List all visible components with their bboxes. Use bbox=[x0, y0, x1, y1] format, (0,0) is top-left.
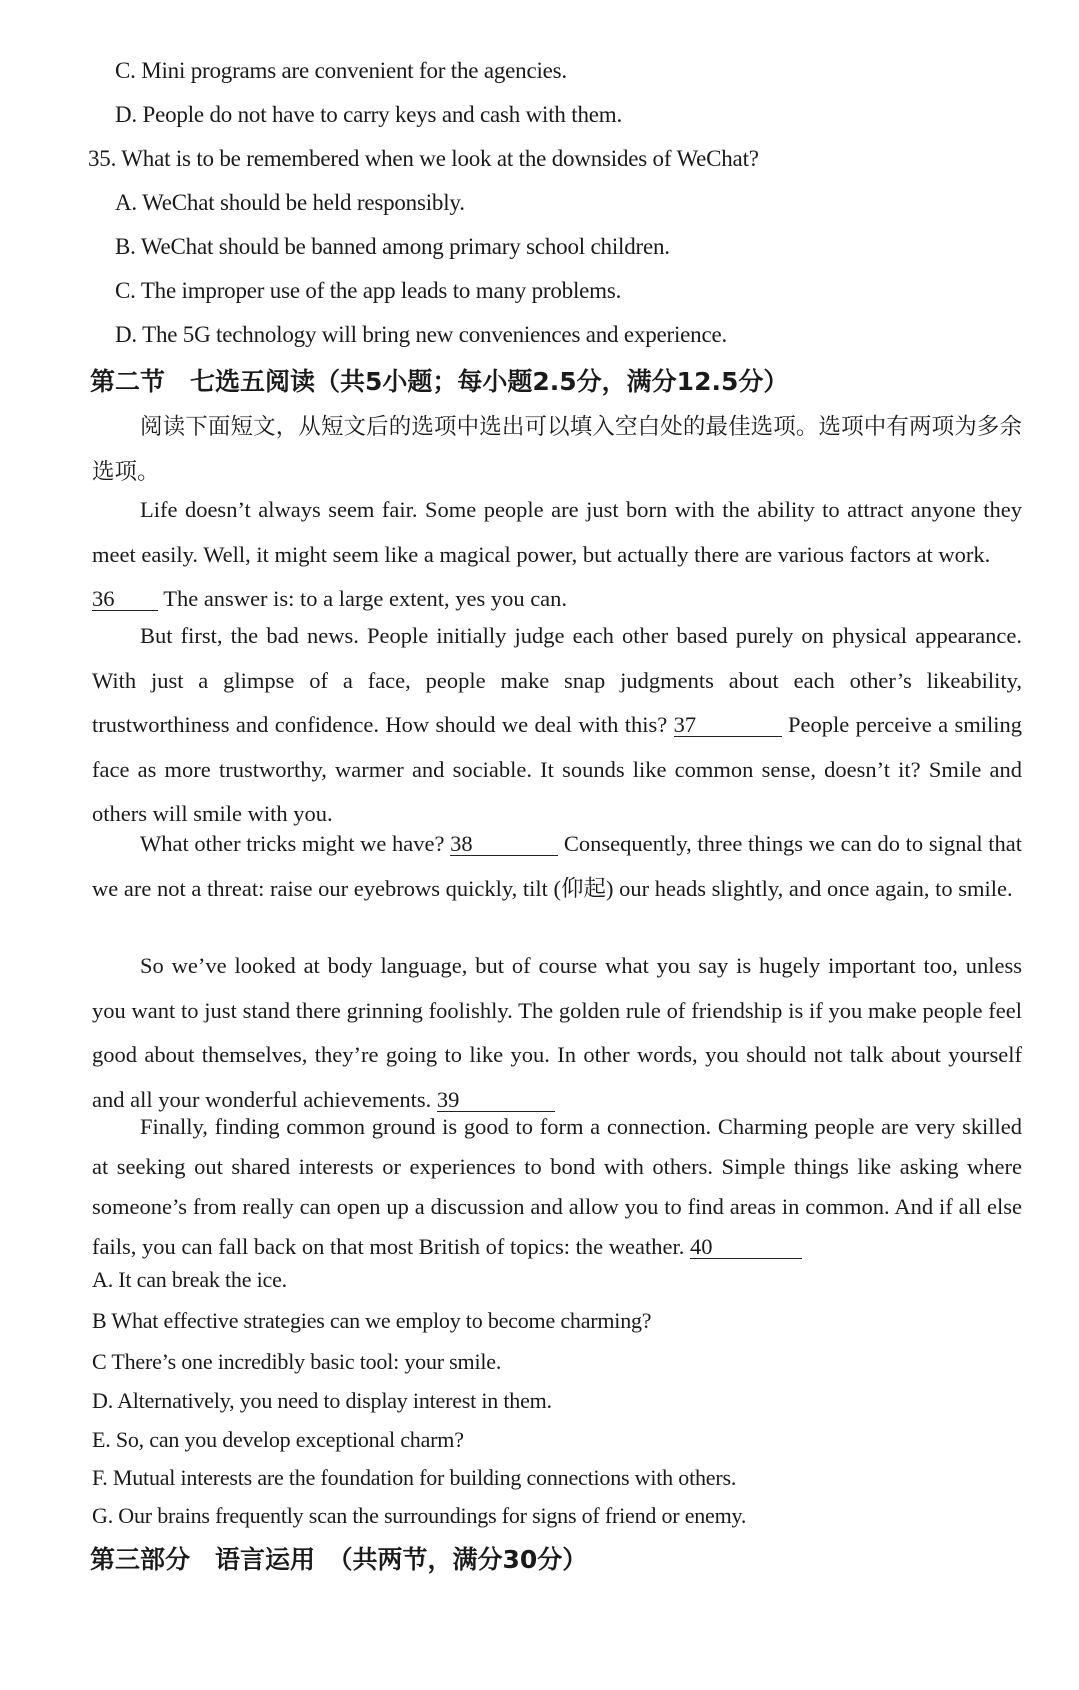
q35-option-a: A. WeChat should be held responsibly. bbox=[115, 190, 465, 215]
blank-40: 40 bbox=[690, 1236, 802, 1259]
blank-37: 37 bbox=[674, 714, 782, 737]
choice-g: G. Our brains frequently scan the surroundings for signs of friend or enemy. bbox=[92, 1503, 747, 1528]
q34-option-d: D. People do not have to carry keys and cash with them. bbox=[115, 102, 623, 127]
section2-heading: 第二节 七选五阅读（共5小题；每小题2.5分，满分12.5分） bbox=[90, 367, 789, 396]
p1-text-b: The answer is: to a large extent, yes you can. bbox=[163, 586, 568, 611]
blank-38: 38 bbox=[450, 833, 558, 856]
q34-option-c: C. Mini programs are convenient for the agencies. bbox=[115, 58, 567, 83]
passage-paragraph-1 bbox=[92, 488, 1022, 622]
p3-text-b: Consequently, three things we can do to signal that we are not a threat: raise our eyebrows quickly, tilt (仰起) our heads slightly, and once again, to smile. bbox=[92, 831, 1022, 901]
choice-a: A. It can break the ice. bbox=[92, 1267, 287, 1292]
choice-d: D. Alternatively, you need to display interest in them. bbox=[92, 1388, 552, 1413]
passage-paragraph-4 bbox=[92, 944, 1022, 1122]
section3-heading: 第三部分 语言运用 （共两节，满分30分） bbox=[90, 1545, 588, 1574]
passage-paragraph-5 bbox=[92, 1107, 1022, 1267]
choice-f: F. Mutual interests are the foundation for building connections with others. bbox=[92, 1465, 737, 1490]
passage-paragraph-2 bbox=[92, 614, 1022, 837]
p4-text-a: So we’ve looked at body language, but of course what you say is hugely important too, unless you want to just stand there grinning foolishly. The golden rule of friendship is if you make people feel good about themselves, they’re going to like you. In other words, you should not talk about yourself and all your wonderful achievements. bbox=[92, 953, 1022, 1112]
choice-b: B What effective strategies can we employ to become charming? bbox=[92, 1308, 652, 1333]
blank-39: 39 bbox=[437, 1089, 555, 1112]
p2-text-a: But first, the bad news. People initially judge each other based purely on physical appearance. With just a glimpse of a face, people make snap judgments about each other’s likeability, trustworthiness and confidence. How should we deal with this? bbox=[92, 623, 1022, 737]
blank-36: 36 bbox=[92, 588, 158, 611]
p3-text-a: What other tricks might we have? bbox=[140, 831, 445, 856]
q35-option-d: D. The 5G technology will bring new conveniences and experience. bbox=[115, 322, 728, 347]
section2-instruction: 阅读下面短文，从短文后的选项中选出可以填入空白处的最佳选项。选项中有两项为多余选项。 bbox=[92, 414, 1022, 485]
p1-text-a: Life doesn’t always seem fair. Some people are just born with the ability to attract anyone they meet easily. Well, it might seem like a magical power, but actually there are various factors at work. bbox=[92, 497, 1022, 567]
p5-text-a: Finally, finding common ground is good to form a connection. Charming people are very skilled at seeking out shared interests or experiences to bond with others. Simple things like asking where someone’s from really can open up a discussion and allow you to find areas in common. And if all else fails, you can fall back on that most British of topics: the weather. bbox=[92, 1114, 1022, 1259]
q35-option-b: B. WeChat should be banned among primary school children. bbox=[115, 234, 670, 259]
q35-option-c: C. The improper use of the app leads to many problems. bbox=[115, 278, 622, 303]
passage-paragraph-3 bbox=[92, 822, 1022, 911]
choice-c: C There’s one incredibly basic tool: your smile. bbox=[92, 1349, 502, 1374]
p2-text-b: People perceive a smiling face as more trustworthy, warmer and sociable. It sounds like common sense, doesn’t it? Smile and others will smile with you. bbox=[92, 712, 1023, 826]
q35-stem: 35. What is to be remembered when we look at the downsides of WeChat? bbox=[88, 146, 759, 171]
choice-e: E. So, can you develop exceptional charm? bbox=[92, 1427, 464, 1452]
